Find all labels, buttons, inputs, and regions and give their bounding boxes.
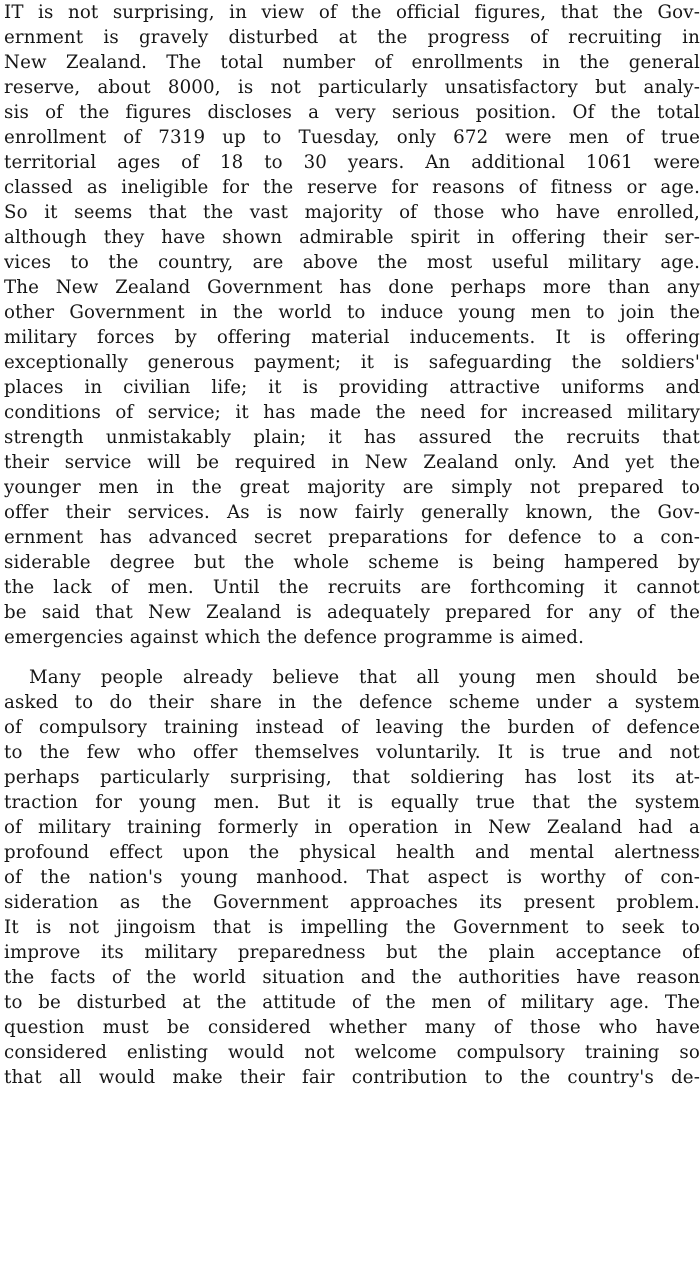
- text-line: to the few who offer themselves voluntarily. It is true and not: [4, 742, 700, 763]
- text-line: improve its military preparedness but the plain acceptance of: [4, 942, 700, 963]
- text-line: the facts of the world situation and the authorities have reason: [4, 967, 700, 988]
- text-line: emergencies against which the defence programme is aimed.: [4, 627, 585, 648]
- text-line: the lack of men. Until the recruits are forthcoming it cannot: [4, 577, 700, 598]
- text-line: perhaps particularly surprising, that soldiering has lost its at-: [4, 767, 700, 788]
- text-line: that all would make their fair contribution to the country's de-: [4, 1067, 700, 1088]
- text-line: reserve, about 8000, is not particularly unsatisfactory but analy-: [4, 77, 700, 98]
- article-page: [4, 0, 700, 1090]
- text-line: sis of the figures discloses a very serious position. Of the total: [4, 102, 700, 123]
- text-line: profound effect upon the physical health and mental alertness: [4, 842, 700, 863]
- text-line: siderable degree but the whole scheme is being hampered by: [4, 552, 700, 573]
- text-line: enrollment of 7319 up to Tuesday, only 672 were men of true: [4, 127, 700, 148]
- text-line: traction for young men. But it is equally true that the system: [4, 792, 700, 813]
- text-line: The New Zealand Government has done perhaps more than any: [4, 277, 700, 298]
- text-line: territorial ages of 18 to 30 years. An additional 1061 were: [4, 152, 700, 173]
- text-line: other Government in the world to induce young men to join the: [4, 302, 700, 323]
- text-line: strength unmistakably plain; it has assured the recruits that: [4, 427, 700, 448]
- text-line: of compulsory training instead of leaving the burden of defence: [4, 717, 700, 738]
- text-line: places in civilian life; it is providing attractive uniforms and: [4, 377, 700, 398]
- text-line: exceptionally generous payment; it is safeguarding the soldiers': [4, 352, 700, 373]
- text-line: vices to the country, are above the most useful military age.: [4, 252, 700, 273]
- text-line: although they have shown admirable spirit in offering their ser-: [4, 227, 700, 248]
- text-line: asked to do their share in the defence scheme under a system: [4, 692, 700, 713]
- text-line: ernment has advanced secret preparations for defence to a con-: [4, 527, 700, 548]
- text-line: younger men in the great majority are simply not prepared to: [4, 477, 700, 498]
- text-line: considered enlisting would not welcome compulsory training so: [4, 1042, 700, 1063]
- text-line: be said that New Zealand is adequately prepared for any of the: [4, 602, 700, 623]
- text-line: offer their services. As is now fairly generally known, the Gov-: [4, 502, 700, 523]
- text-line: of the nation's young manhood. That aspect is worthy of con-: [4, 867, 700, 888]
- text-line: question must be considered whether many of those who have: [4, 1017, 700, 1038]
- text-line: Many people already believe that all young men should be: [29, 667, 700, 688]
- text-line: It is not jingoism that is impelling the Government to seek to: [4, 917, 700, 938]
- text-line: ernment is gravely disturbed at the progress of recruiting in: [4, 27, 700, 48]
- paragraph-1: [4, 0, 700, 650]
- text-line: classed as ineligible for the reserve for reasons of fitness or age.: [4, 177, 700, 198]
- paragraph-2: [4, 665, 700, 1090]
- text-line: conditions of service; it has made the need for increased military: [4, 402, 700, 423]
- text-line: IT is not surprising, in view of the official figures, that the Gov-: [4, 2, 700, 23]
- text-line: military forces by offering material inducements. It is offering: [4, 327, 700, 348]
- text-line: sideration as the Government approaches its present problem.: [4, 892, 700, 913]
- text-line: to be disturbed at the attitude of the men of military age. The: [4, 992, 700, 1013]
- text-line: their service will be required in New Zealand only. And yet the: [4, 452, 700, 473]
- text-line: of military training formerly in operation in New Zealand had a: [4, 817, 700, 838]
- text-line: So it seems that the vast majority of those who have enrolled,: [4, 202, 700, 223]
- text-line: New Zealand. The total number of enrollments in the general: [4, 52, 700, 73]
